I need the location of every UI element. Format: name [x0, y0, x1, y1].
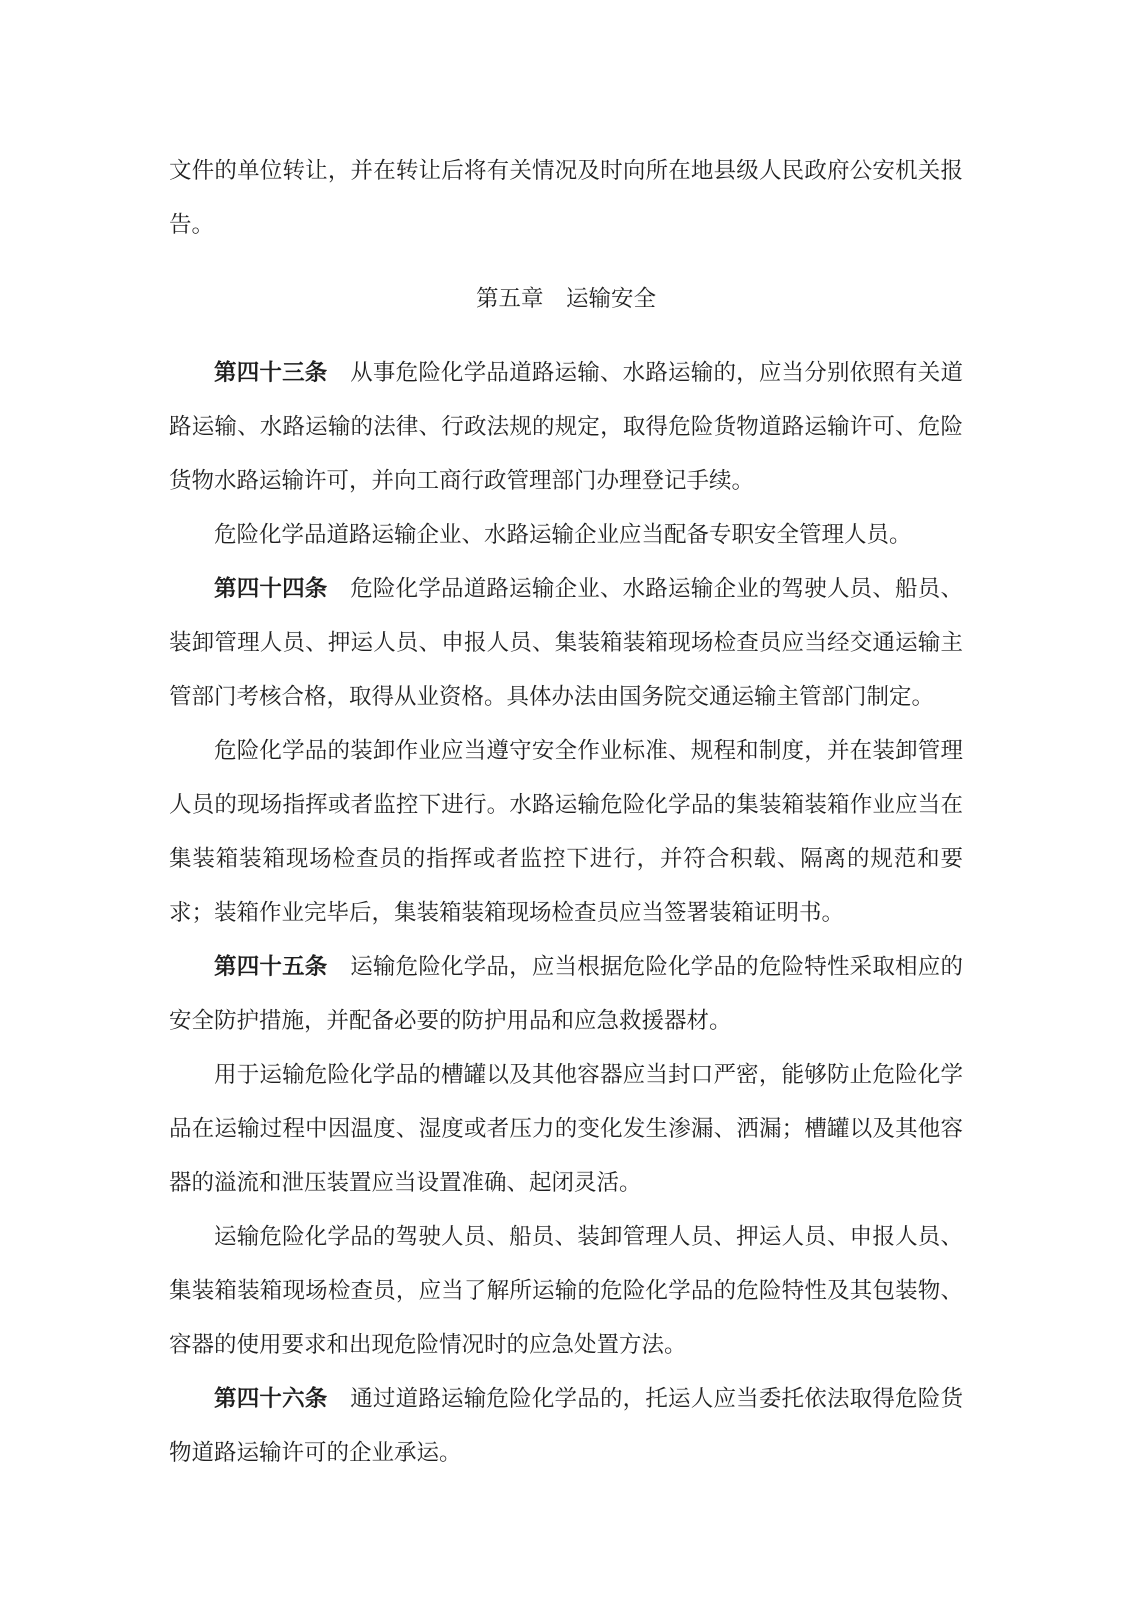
article-paragraph: [169, 346, 963, 508]
paragraph-text: 危险化学品的装卸作业应当遵守安全作业标准、规程和制度，并在装卸管理人员的现场指挥或者监控下进行。水路运输危险化学品的集装箱装箱作业应当在集装箱装箱现场检查员的指挥或者监控下进行，并符合积载、隔离的规范和要求；装箱作业完毕后，集装箱装箱现场检查员应当签署装箱证明书。: [169, 738, 963, 925]
continuation-paragraph: [169, 144, 963, 252]
body-paragraph: [169, 1210, 963, 1372]
document-body: [169, 0, 963, 1480]
paragraph-text: 从事危险化学品道路运输、水路运输的，应当分别依照有关道路运输、水路运输的法律、行政法规的规定，取得危险货物道路运输许可、危险货物水路运输许可，并向工商行政管理部门办理登记手续。: [169, 360, 963, 493]
paragraph-text: 文件的单位转让，并在转让后将有关情况及时向所在地县级人民政府公安机关报告。: [169, 158, 963, 237]
paragraph-text: 危险化学品道路运输企业、水路运输企业的驾驶人员、船员、装卸管理人员、押运人员、申报人员、集装箱装箱现场检查员应当经交通运输主管部门考核合格，取得从业资格。具体办法由国务院交通运输主管部门制定。: [169, 576, 963, 709]
chapter-heading: [169, 272, 963, 326]
article-number: 第四十四条: [214, 576, 328, 601]
paragraph-text: 第五章 运输安全: [475, 286, 656, 311]
article-paragraph: [169, 940, 963, 1048]
paragraph-text: 危险化学品道路运输企业、水路运输企业应当配备专职安全管理人员。: [214, 522, 912, 547]
paragraph-text: 运输危险化学品，应当根据危险化学品的危险特性采取相应的安全防护措施，并配备必要的防护用品和应急救援器材。: [169, 954, 963, 1033]
article-number: 第四十三条: [214, 360, 328, 385]
article-number: 第四十五条: [214, 954, 328, 979]
article-paragraph: [169, 1372, 963, 1480]
body-paragraph: [169, 724, 963, 940]
body-paragraph: [169, 508, 963, 562]
article-number: 第四十六条: [214, 1386, 328, 1411]
paragraph-text: 用于运输危险化学品的槽罐以及其他容器应当封口严密，能够防止危险化学品在运输过程中因温度、湿度或者压力的变化发生渗漏、洒漏；槽罐以及其他容器的溢流和泄压装置应当设置准确、起闭灵活。: [169, 1062, 963, 1195]
body-paragraph: [169, 1048, 963, 1210]
paragraph-text: 通过道路运输危险化学品的，托运人应当委托依法取得危险货物道路运输许可的企业承运。: [169, 1386, 963, 1465]
paragraph-text: 运输危险化学品的驾驶人员、船员、装卸管理人员、押运人员、申报人员、集装箱装箱现场检查员，应当了解所运输的危险化学品的危险特性及其包装物、容器的使用要求和出现危险情况时的应急处置方法。: [169, 1224, 963, 1357]
article-paragraph: [169, 562, 963, 724]
